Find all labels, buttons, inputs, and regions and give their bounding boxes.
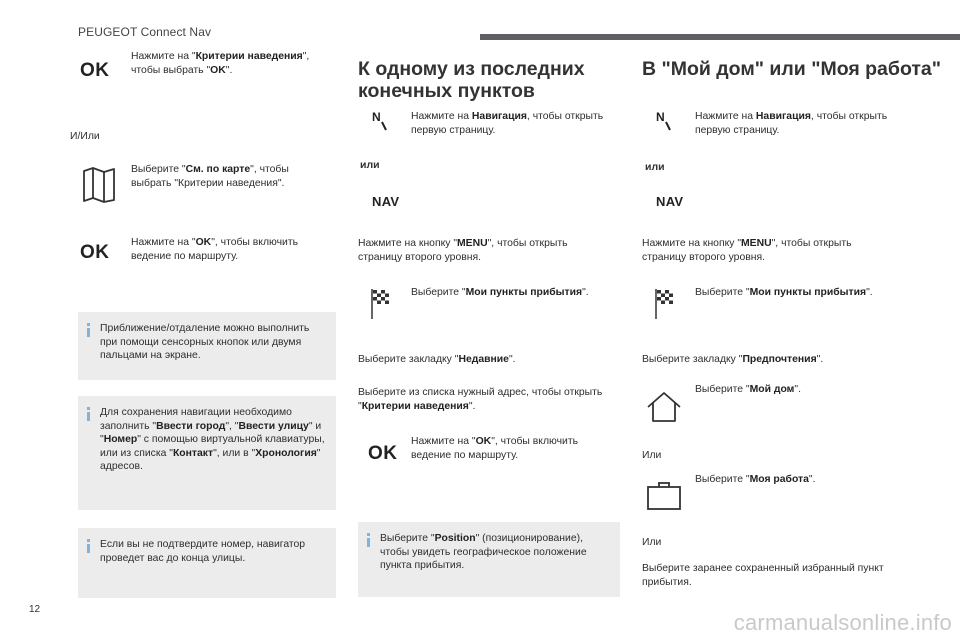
- step-destinations: [642, 286, 904, 326]
- or-label: или: [645, 161, 665, 173]
- brand-title: PEUGEOT Connect Nav: [78, 25, 212, 39]
- step-text: Выберите из списка нужный адрес, чтобы открыть "Критерии наведения".: [358, 387, 603, 412]
- nav-button-icon[interactable]: NAV: [372, 194, 400, 209]
- note-text: Если вы не подтвердите номер, навигатор проведет вас до конца улицы.: [100, 539, 306, 564]
- step-text: Нажмите на Навигация, чтобы открыть первую страницу.: [411, 111, 604, 136]
- info-icon: [87, 539, 90, 553]
- nav-button-icon[interactable]: NAV: [656, 194, 684, 209]
- step-ok: [358, 435, 620, 475]
- ok-icon[interactable]: OK: [80, 60, 110, 81]
- step-text: Нажмите на "OK", чтобы включить ведение по маршруту.: [131, 237, 298, 262]
- note-text: Для сохранения навигации необходимо заполнить "Ввести город", "Ввести улицу" и "Номер" с помощью виртуальной клавиатуры, или из списка "Контакт", или в "Хронология" адресов.: [100, 407, 325, 472]
- step-text: Выберите "См. по карте", чтобы выбрать "Критерии наведения".: [131, 164, 289, 189]
- step-text: Выберите закладку "Недавние".: [358, 354, 516, 365]
- step-navigation: [642, 110, 904, 150]
- page-number: 12: [29, 604, 41, 615]
- step-destinations: [358, 286, 620, 326]
- svg-text:N: N: [372, 110, 381, 124]
- svg-text:N: N: [656, 110, 665, 124]
- info-icon: [367, 533, 370, 547]
- or-label: Или: [642, 537, 662, 548]
- or-label: И/Или: [70, 131, 100, 142]
- info-icon: [87, 407, 90, 421]
- navigation-icon[interactable]: [372, 110, 388, 132]
- watermark: carmanualsonline.info: [733, 610, 952, 635]
- step-text: Нажмите на кнопку "MENU", чтобы открыть страницу второго уровня.: [358, 238, 568, 263]
- step-map: [78, 163, 336, 208]
- step-work: [642, 473, 904, 513]
- or-label: или: [360, 159, 380, 171]
- header-bar: [480, 34, 960, 40]
- map-icon[interactable]: [82, 167, 116, 203]
- ok-icon[interactable]: OK: [368, 443, 398, 464]
- info-note: [358, 522, 620, 597]
- note-text: Приближение/отдаление можно выполнить при помощи сенсорных кнопок или двумя пальцами на экране.: [100, 323, 310, 361]
- column-left: [70, 50, 336, 564]
- step-text: Выберите "Мои пункты прибытия".: [695, 287, 873, 298]
- step-text: Нажмите на Навигация, чтобы открыть первую страницу.: [695, 111, 888, 136]
- page-header: [0, 0, 960, 44]
- column-right: [642, 50, 942, 610]
- step-text: Выберите "Мои пункты прибытия".: [411, 287, 589, 298]
- section-title: В "Мой дом" или "Моя работа": [642, 58, 942, 80]
- step-text: Нажмите на "OK", чтобы включить ведение по маршруту.: [411, 436, 578, 461]
- step-text: Выберите заранее сохраненный избранный пункт прибытия.: [642, 563, 884, 588]
- ok-icon[interactable]: OK: [80, 242, 110, 263]
- step-criteria: [78, 50, 336, 110]
- step-ok: [78, 236, 336, 281]
- home-icon[interactable]: [646, 391, 682, 423]
- or-label: Или: [642, 450, 662, 461]
- step-text: Выберите "Мой дом".: [695, 384, 801, 395]
- note-text: Выберите "Position" (позиционирование), чтобы увидеть географическое положение пункта прибытия.: [380, 533, 587, 571]
- checkered-flag-icon[interactable]: [654, 288, 676, 320]
- navigation-icon[interactable]: [656, 110, 672, 132]
- step-text: Нажмите на "Критерии наведения", чтобы выбрать "OK".: [131, 51, 310, 76]
- checkered-flag-icon[interactable]: [370, 288, 392, 320]
- briefcase-icon[interactable]: [646, 481, 682, 511]
- info-note: [78, 396, 336, 510]
- column-middle: [358, 50, 620, 610]
- step-text: Выберите "Моя работа".: [695, 474, 816, 485]
- step-home: [642, 383, 904, 433]
- info-note: [78, 312, 336, 380]
- step-navigation: [358, 110, 620, 150]
- step-text: Нажмите на кнопку "MENU", чтобы открыть страницу второго уровня.: [642, 238, 852, 263]
- step-text: Выберите закладку "Предпочтения".: [642, 354, 824, 365]
- info-note: [78, 528, 336, 598]
- section-title: К одному из последних конечных пунктов: [358, 58, 585, 102]
- info-icon: [87, 323, 90, 337]
